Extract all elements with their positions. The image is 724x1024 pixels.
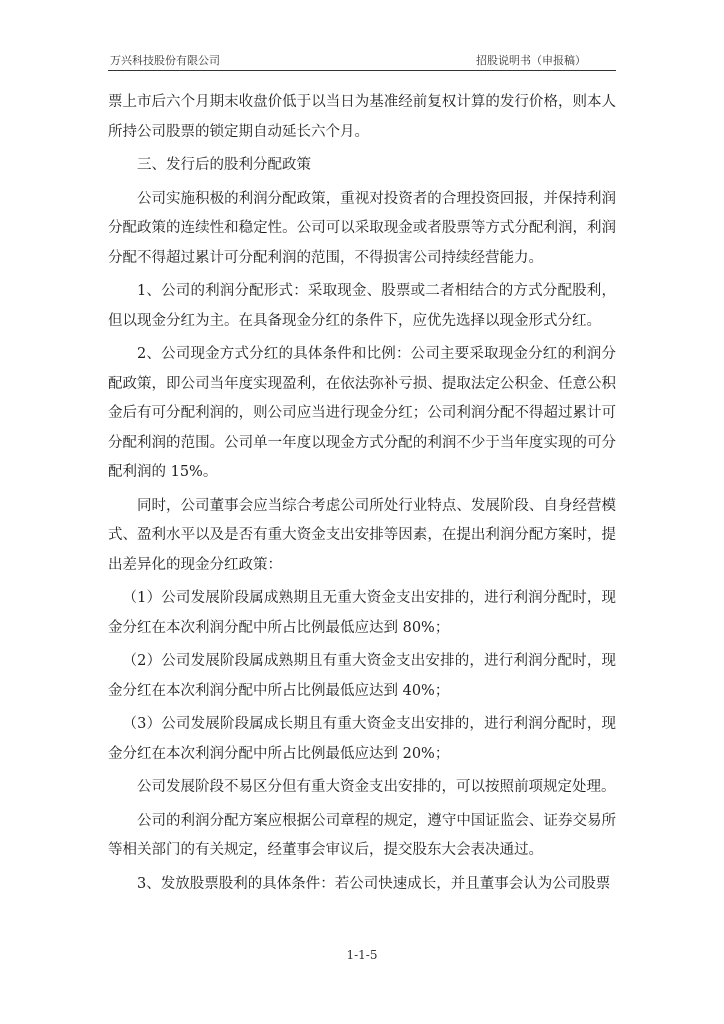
header-company-name: 万兴科技股份有限公司 — [110, 54, 220, 67]
paragraph-policy-intro: 公司实施积极的利润分配政策，重视对投资者的合理投资回报，并保持利润分配政策的连续性和稳定性。公司可以采取现金或者股票等方式分配利润，利润分配不得超过累计可分配利润的范围，不得损害公司持续经营能力。 — [108, 190, 616, 266]
paragraph-distribution-form: 1、公司的利润分配形式：采取现金、股票或二者相结合的方式分配股利，但以现金分红为主。在具备现金分红的条件下，应优先选择以现金形式分红。 — [108, 283, 616, 329]
document-body — [108, 88, 616, 903]
page-number: 1-1-5 — [346, 948, 378, 962]
paragraph-approval-process: 公司的利润分配方案应根据公司章程的规定，遵守中国证监会、证券交易所等相关部门的有关规定，经董事会审议后，提交股东大会表决通过。 — [108, 812, 616, 858]
paragraph-undetermined-stage: 公司发展阶段不易区分但有重大资金支出安排的，可以按照前项规定处理。 — [137, 779, 616, 795]
paragraph-board-considerations: 同时，公司董事会应当综合考虑公司所处行业特点、发展阶段、自身经营模式、盈利水平以及是否有重大资金支出安排等因素，在提出利润分配方案时，提出差异化的现金分红政策： — [108, 497, 616, 573]
paragraph-cash-dividend-conditions: 2、公司现金方式分红的具体条件和比例：公司主要采取现金分红的利润分配政策，即公司当年度实现盈利，在依法弥补亏损、提取法定公积金、任意公积金后有可分配利润的，则公司应当进行现金分红；公司利润分配不得超过累计可分配利润的范围。公司单一年度以现金方式分配的利润不少于当年度实现的可分配利润的 15%。 — [108, 346, 616, 480]
page-header — [108, 50, 616, 71]
paragraph-item-1: （1）公司发展阶段属成熟期且无重大资金支出安排的，进行利润分配时，现金分红在本次利润分配中所占比例最低应达到 80%； — [108, 590, 616, 636]
section-heading: 三、发行后的股利分配政策 — [137, 157, 311, 173]
header-document-title: 招股说明书（申报稿） — [476, 54, 586, 67]
paragraph-item-3: （3）公司发展阶段属成长期且有重大资金支出安排的，进行利润分配时，现金分红在本次利润分配中所占比例最低应达到 20%； — [108, 716, 616, 762]
paragraph-stock-dividend-conditions: 3、发放股票股利的具体条件：若公司快速成长，并且董事会认为公司股票 — [137, 875, 611, 892]
paragraph-item-2: （2）公司发展阶段属成熟期且有重大资金支出安排的，进行利润分配时，现金分红在本次利润分配中所占比例最低应达到 40%； — [108, 653, 616, 699]
paragraph-continuation: 票上市后六个月期末收盘价低于以当日为基准经前复权计算的发行价格，则本人所持公司股票的锁定期自动延长六个月。 — [108, 94, 616, 140]
